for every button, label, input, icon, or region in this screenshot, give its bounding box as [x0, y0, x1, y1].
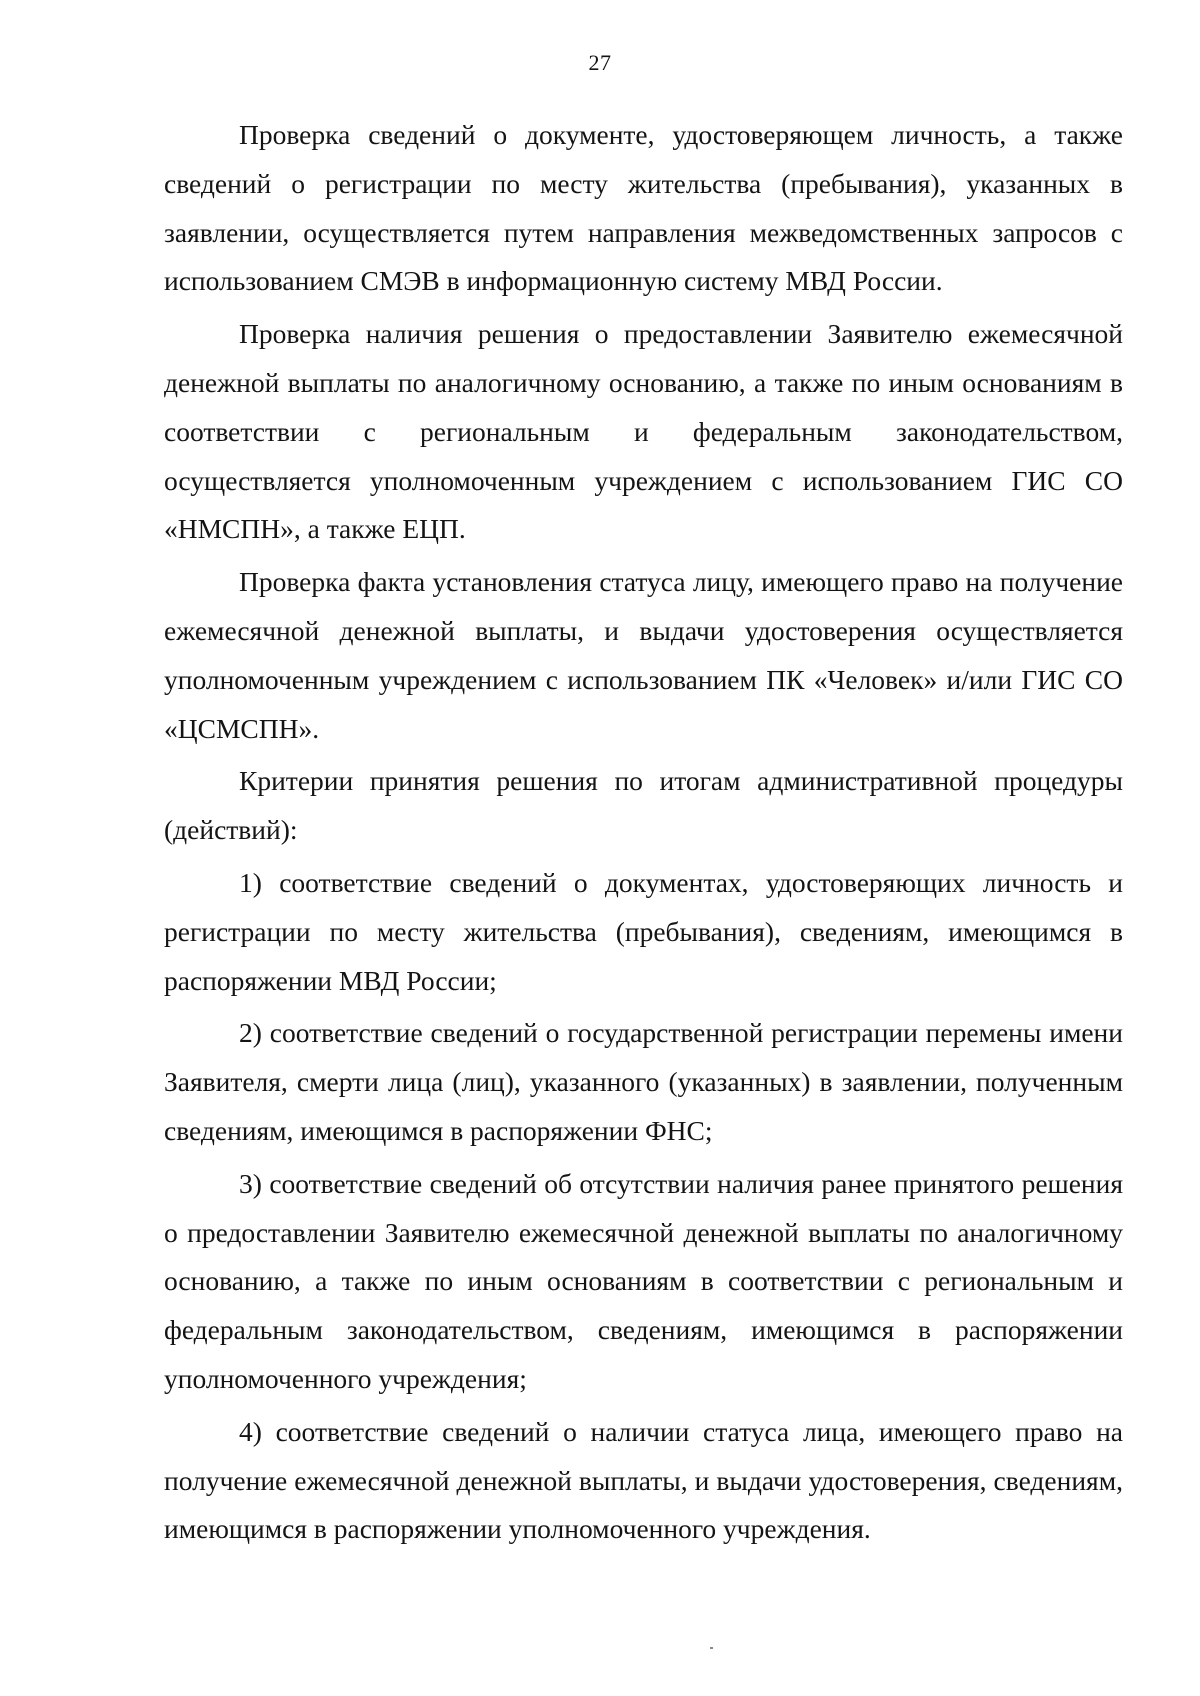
criteria-item-3: 3) соответствие сведений об отсутствии наличия ранее принятого решения о предоставлении Заявителю ежемесячной денежной выплаты по аналогичному основанию, а также по иным основаниям в соответствии с региональным и федеральным законодательством, сведениям, имеющимся в распоряжении уполномоченного учреждения; — [164, 1167, 1123, 1394]
paragraph-criteria-intro: Критерии принятия решения по итогам административной процедуры (действий): — [164, 765, 1123, 846]
criteria-item-1: 1) соответствие сведений о документах, удостоверяющих личность и регистрации по месту жительства (пребывания), сведениям, имеющимся в распоряжении МВД России; — [164, 866, 1123, 996]
paragraph-identity-check: Проверка сведений о документе, удостоверяющем личность, а также сведений о регистрации по месту жительства (пребывания), указанных в заявлении, осуществляется путем направления межведомственных запросов с использованием СМЭВ в информационную систему МВД России. — [164, 119, 1123, 297]
criteria-item-2: 2) соответствие сведений о государственной регистрации перемены имени Заявителя, смерти лица (лиц), указанного (указанных) в заявлении, полученным сведениям, имеющимся в распоряжении ФНС; — [164, 1017, 1123, 1146]
page-number: 27 — [588, 50, 612, 75]
paragraph-status-check: Проверка факта установления статуса лицу, имеющего право на получение ежемесячной денежной выплаты, и выдачи удостоверения осуществляется уполномоченным учреждением с использованием ПК «Человек» и/или ГИС СО «ЦСМСПН». — [164, 566, 1123, 744]
criteria-item-4: 4) соответствие сведений о наличии статуса лица, имеющего право на получение ежемесячной денежной выплаты, и выдачи удостоверения, сведениям, имеющимся в распоряжении уполномоченного учреждения. — [164, 1415, 1123, 1545]
document-body — [164, 111, 1123, 1558]
paragraph-decision-check: Проверка наличия решения о предоставлении Заявителю ежемесячной денежной выплаты по аналогичному основанию, а также по иным основаниям в соответствии с региональным и федеральным законодательством, осуществляется уполномоченным учреждением с использованием ГИС СО «НМСПН», а также ЕЦП. — [164, 318, 1123, 545]
scan-speck — [710, 1647, 713, 1649]
